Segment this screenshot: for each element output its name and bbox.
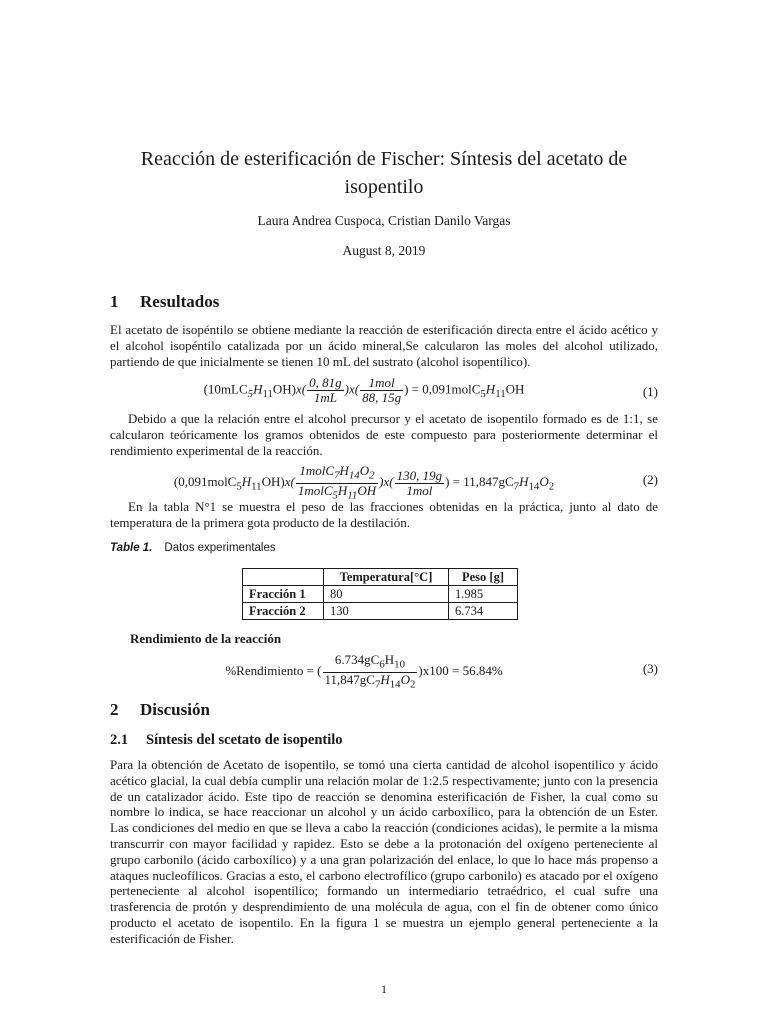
subsection-title: Síntesis del scetato de isopentilo — [146, 732, 343, 748]
table-row-header: Fracción 1 — [243, 586, 324, 603]
fraction: $\frac{\text{1mol}}{88, 15g}$ — [362, 375, 402, 405]
paragraph-discusion: Para la obtención de Acetato de isopentilo, se tomó una cierta cantidad de alcohol isopentilico y ácido acético glacial, la cual debía cumplir una relación molar de 1:2.5 respectivamente; junto con la presencia de un catalizador ácido. Este tipo de reacción se denomina esterificación de Fisher, la cual como su nombre lo indica, se hace reaccionar un alcohol y un ácido carboxílico, para la obtención de un Ester. Las condiciones del medio en que se lleva a cabo la reacción (condiciones acidas), le permite a la misma transcurrir con mayor facilidad y rapidez. Esto se debe a la protonación del oxígeno perteneciente al grupo carbonilo (ácido carboxílico) y a una gran polarización del enlace, lo que lo hace más propenso a ataques nucleofílicos. Gracias a esto, el carbono electrofílico (grupo carbonilo) es atacado por el oxígeno perteneciente al alcohol isopentílico; formando un intermediario tetraédrico, el cual sufre una trasferencia de protón y desprendimiento de una molécula de agua, con el fin de obtener como único producto el acetato de isopentilo. En la figura 1 se muestra un ejemplo general perteneciente a la esterificación de Fisher. — [110, 757, 658, 946]
table-caption — [110, 542, 276, 554]
table-header-row — [243, 569, 518, 586]
section-heading-discusion — [110, 700, 210, 720]
table-cell: 130 — [324, 603, 449, 620]
equation-number: (2) — [642, 472, 658, 487]
table-header-cell: Temperatura[°C] — [324, 569, 449, 586]
paragraph-relacion: Debido a que la relación entre el alcohol precursor y el acetato de isopentilo formado es de 1:1, se calcularon teóricamente los gramos obtenidos de este compuesto para posteriormente determinar el rendimiento experimental de la reacción. — [110, 411, 658, 458]
table-cell: 80 — [324, 586, 449, 603]
table-row — [243, 586, 518, 603]
equation-3-body: %Rendimiento = ( $\frac{6.734gC_6H_{10}}{11,847gC_7H_{14}O_2}$ )x100 = 56.84% — [225, 652, 503, 691]
table-caption-text: Datos experimentales — [164, 542, 276, 554]
paper-authors: Laura Andrea Cuspoca, Cristian Danilo Vargas — [257, 213, 511, 228]
table-cell: 1.985 — [449, 586, 518, 603]
fraction: $\frac{0, 81g}{1mL}$ — [309, 375, 342, 405]
paragraph-tabla: En la tabla N°1 se muestra el peso de las fracciones obtenidas en la práctica, junto al dato de temperatura de la primera gota producto de la destilación. — [110, 499, 658, 530]
table-row-header: Fracción 2 — [243, 603, 324, 620]
section-number: 1 — [110, 292, 119, 311]
section-title: Discusión — [140, 700, 210, 719]
equation-1 — [110, 376, 658, 406]
equation-3 — [110, 652, 658, 691]
section-heading-resultados — [110, 292, 219, 312]
table-caption-label: Table 1. — [110, 542, 153, 554]
equation-2 — [110, 463, 658, 502]
section-title: Resultados — [140, 292, 220, 311]
fraction: $\frac{6.734gC_6H_{10}}{11,847gC_7H_{14}O_2}$ — [324, 652, 416, 691]
subsection-heading — [110, 732, 343, 749]
table-header-cell: Peso [g] — [449, 569, 518, 586]
paper-date: August 8, 2019 — [342, 243, 426, 258]
rendimiento-heading: Rendimiento de la reacción — [130, 631, 282, 646]
equation-number: (1) — [642, 384, 658, 399]
data-table — [242, 568, 518, 620]
section-number: 2 — [110, 700, 119, 719]
equation-2-body: $(0,091molC_5H_{11}OH)x$( $\frac{1molC_7H_{14}O_2}{1molC_5H_{11}OH}$ )x( $\frac{130, 19g}{\text{1mol}}$ ) = $11,847gC_7H_{14}O_2$ — [173, 463, 555, 502]
table-cell: 6.734 — [449, 603, 518, 620]
table-header-cell — [243, 569, 324, 586]
fraction: $\frac{130, 19g}{\text{1mol}}$ — [396, 467, 443, 498]
fraction: $\frac{1molC_7H_{14}O_2}{1molC_5H_{11}OH}$ — [297, 463, 377, 502]
paragraph-intro: El acetato de isopéntilo se obtiene mediante la reacción de esterificación directa entre el ácido acético y el alcohol isopéntilo catalizada por un ácido mineral,Se calcularon las moles del alcohol utilizado, partiendo de que inicialmente se tienen 10 mL del sustrato (alcohol isopentílico). — [110, 322, 658, 369]
table-row — [243, 603, 518, 620]
subsection-number: 2.1 — [110, 732, 129, 748]
equation-number: (3) — [642, 661, 658, 676]
page-number: 1 — [381, 982, 387, 996]
equation-1-body: $(10mLC_5H_{11}OH)x$( $\frac{0, 81g}{1mL}$ )x( $\frac{\text{1mol}}{88, 15g}$ ) = $0,091molC_5H_{11}OH$ — [203, 375, 525, 405]
paper-title: Reacción de esterificación de Fischer: Síntesis del acetato de isopentilo — [140, 148, 628, 198]
